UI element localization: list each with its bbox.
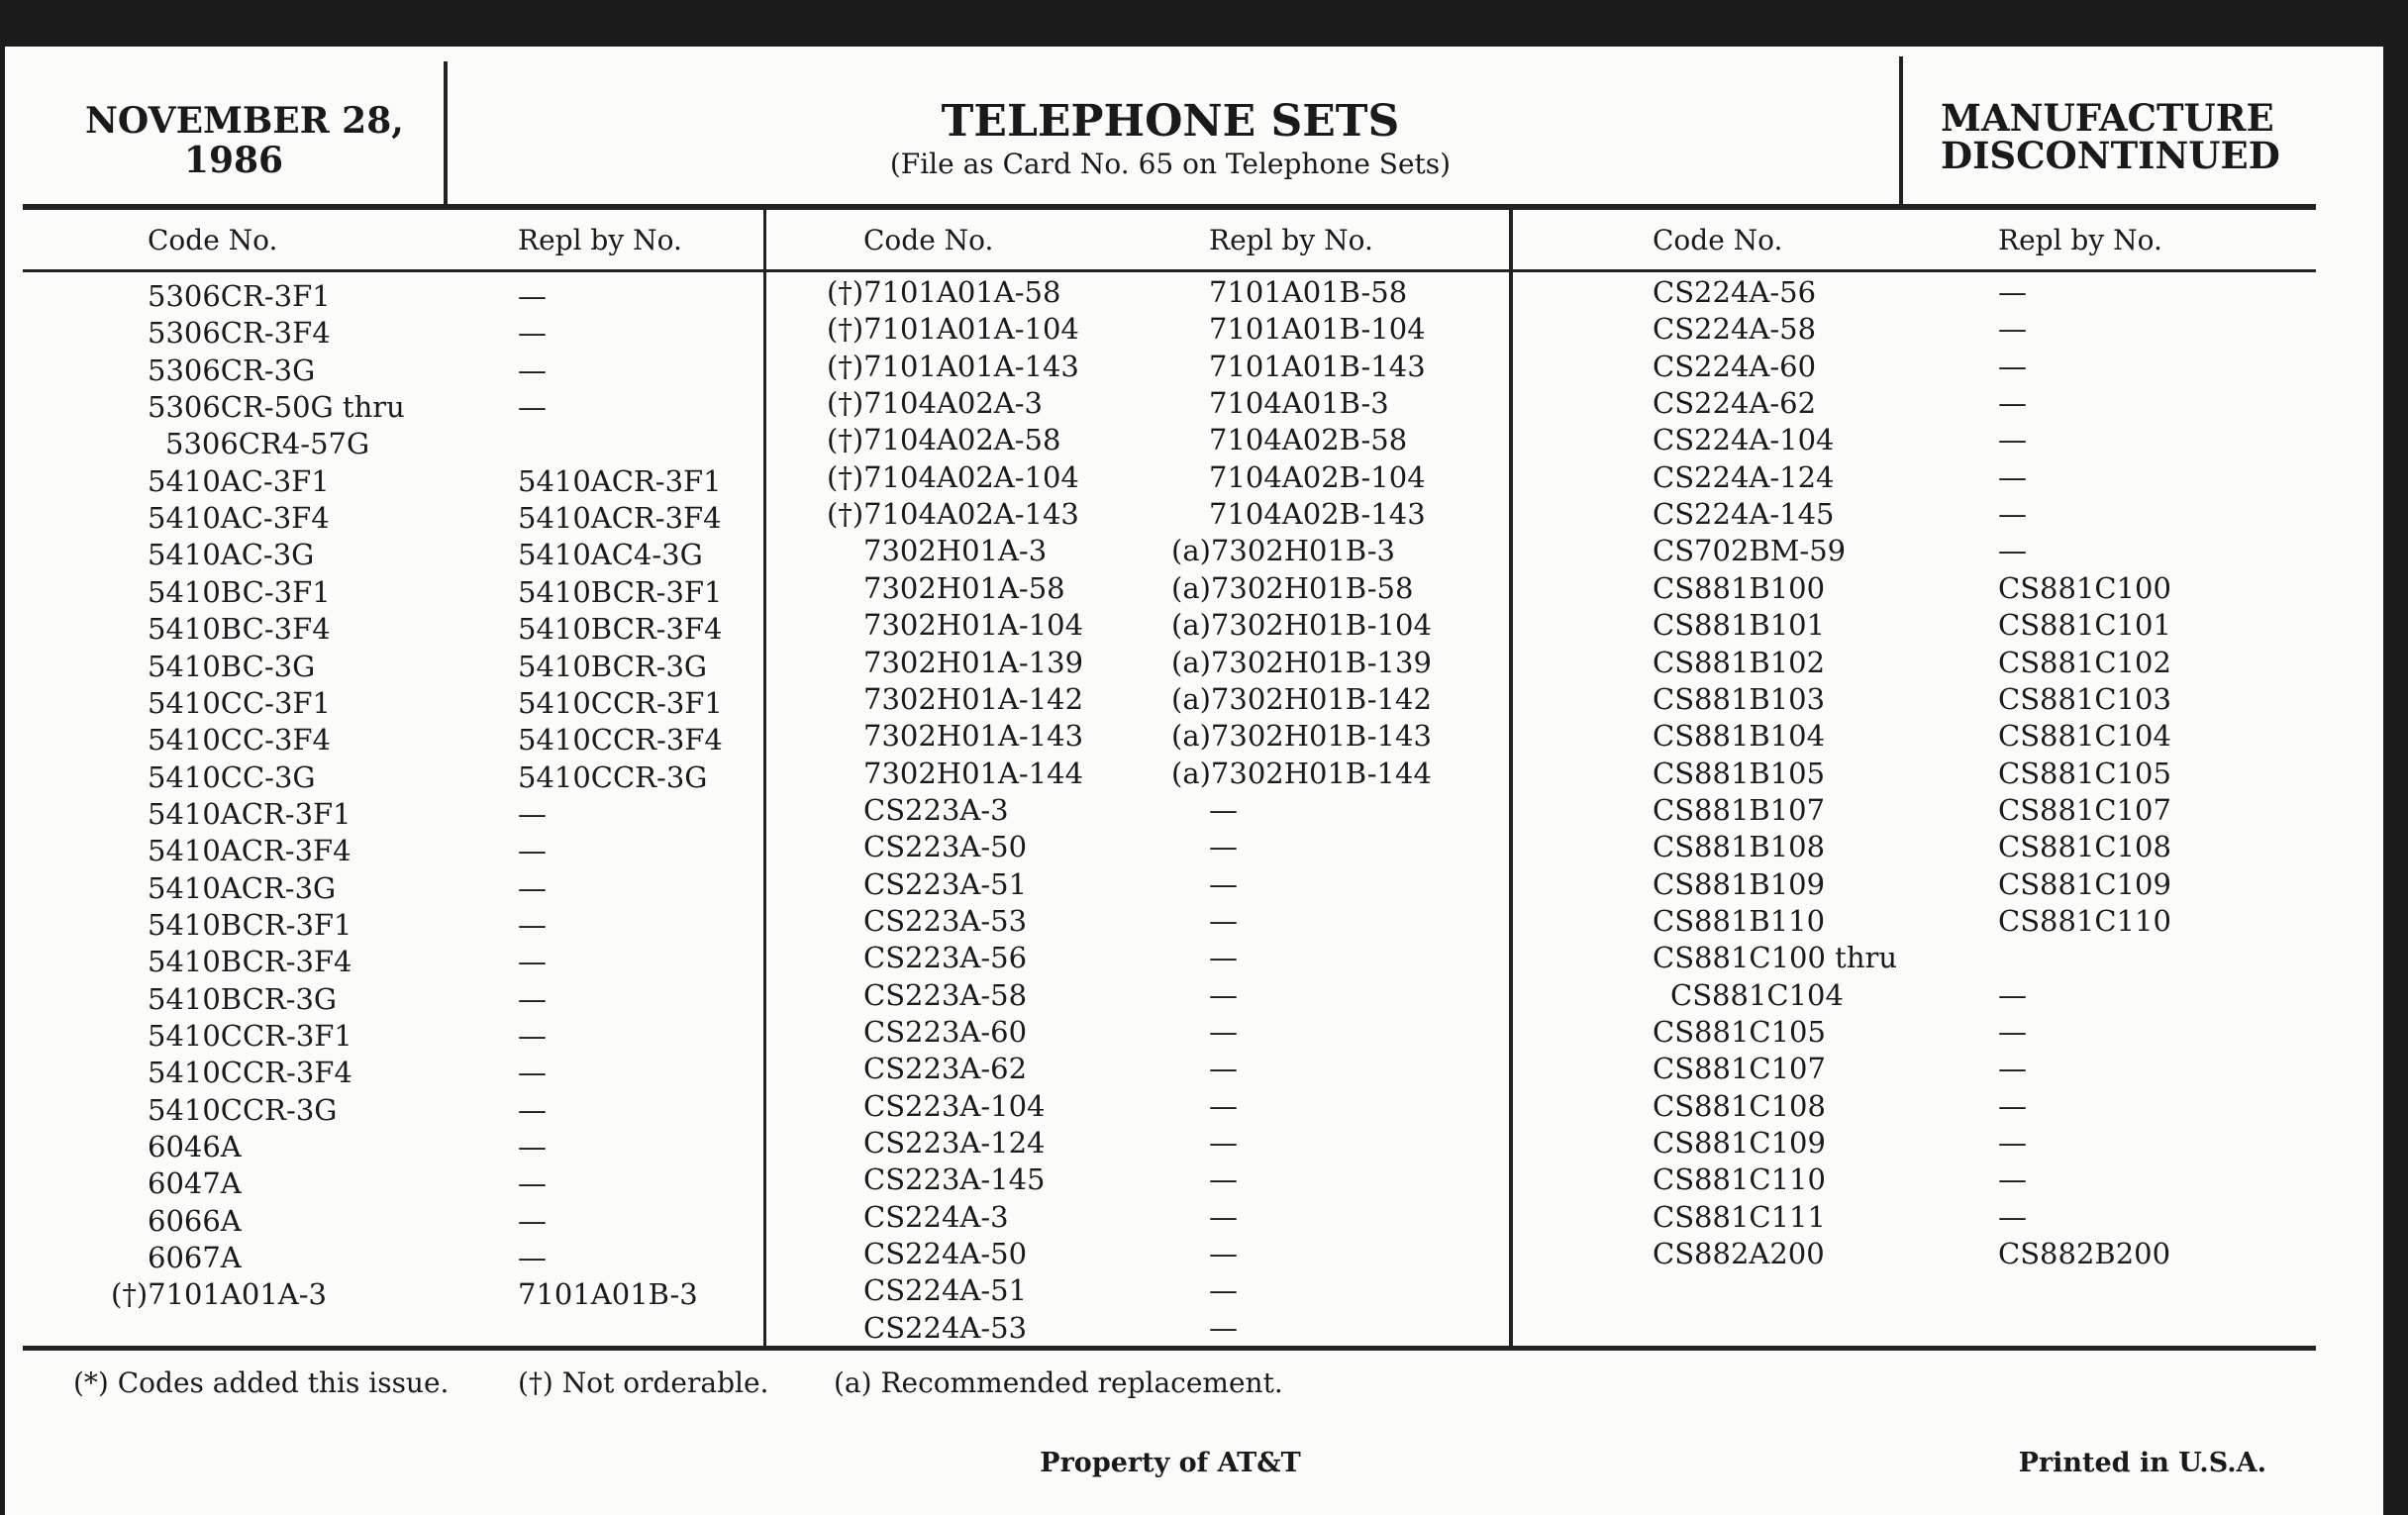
code-number: 7302H01A-58 bbox=[863, 570, 1065, 605]
code-number: (†)7101A01A-58 bbox=[827, 275, 1061, 309]
code-number: 6047A bbox=[148, 1166, 242, 1201]
code-number: CS223A-104 bbox=[863, 1088, 1046, 1123]
code-number: 7302H01A-142 bbox=[863, 681, 1084, 716]
replacement-number: 7104A02B-58 bbox=[1209, 423, 1408, 457]
code-number: CS223A-3 bbox=[863, 792, 1009, 827]
replacement-number: (a)7302H01B-143 bbox=[1171, 719, 1432, 754]
code-number: 7302H01A-143 bbox=[863, 719, 1084, 754]
replacement-number: — bbox=[1998, 1088, 2027, 1123]
column-header-rule bbox=[23, 269, 2316, 272]
code-number: CS223A-124 bbox=[863, 1126, 1046, 1161]
replacement-number: — bbox=[518, 316, 547, 351]
replacement-number: — bbox=[1209, 1015, 1238, 1049]
replacement-number: CS881C101 bbox=[1998, 608, 2171, 643]
code-number: CS224A-50 bbox=[863, 1237, 1028, 1271]
code-number: CS224A-104 bbox=[1653, 423, 1835, 457]
replacement-number: — bbox=[1209, 830, 1238, 864]
replacement-number: — bbox=[1209, 903, 1238, 938]
replacement-number: CS881C102 bbox=[1998, 645, 2171, 679]
col2-code-header: Code No. bbox=[863, 224, 994, 256]
replacement-number: — bbox=[1209, 866, 1238, 901]
replacement-number: — bbox=[1998, 534, 2027, 568]
code-number: 5306CR-3F1 bbox=[148, 279, 331, 313]
status-line1: MANUFACTURE bbox=[1941, 96, 2274, 140]
replacement-number: 5410AC4-3G bbox=[518, 538, 703, 572]
replacement-number: — bbox=[1209, 941, 1238, 975]
issue-date-line2: 1986 bbox=[183, 140, 284, 181]
replacement-number: 5410CCR-3G bbox=[518, 759, 708, 794]
code-number: CS881C109 bbox=[1653, 1126, 1826, 1161]
replacement-number: — bbox=[1998, 1199, 2027, 1234]
replacement-number: — bbox=[1998, 497, 2027, 532]
code-number: 5306CR-3G bbox=[148, 353, 316, 387]
replacement-number: — bbox=[518, 1166, 547, 1201]
code-number: (†)7104A02A-104 bbox=[827, 459, 1079, 494]
code-number: CS224A-60 bbox=[1653, 349, 1817, 383]
code-number: CS224A-53 bbox=[863, 1310, 1028, 1345]
replacement-number: 7101A01B-3 bbox=[518, 1277, 698, 1312]
replacement-number: — bbox=[1209, 1310, 1238, 1345]
col1-repl-header: Repl by No. bbox=[518, 224, 682, 256]
code-number: CS881C108 bbox=[1653, 1088, 1826, 1123]
status-label bbox=[1941, 96, 2280, 177]
code-number: CS224A-62 bbox=[1653, 386, 1817, 421]
table-divider-2 bbox=[1509, 210, 1513, 1349]
code-number: (†)7101A01A-143 bbox=[827, 349, 1079, 383]
header-rule bbox=[23, 204, 2316, 210]
code-number: (†)7104A02A-3 bbox=[827, 386, 1043, 421]
issue-date-line1: NOVEMBER 28, bbox=[85, 100, 404, 142]
replacement-number: 5410ACR-3F4 bbox=[518, 501, 722, 536]
code-number: CS223A-58 bbox=[863, 977, 1028, 1012]
replacement-number: — bbox=[1209, 1052, 1238, 1086]
replacement-number: 7101A01B-58 bbox=[1209, 275, 1408, 309]
replacement-number: — bbox=[1209, 1162, 1238, 1197]
code-number: 5410AC-3G bbox=[148, 538, 315, 572]
replacement-number: — bbox=[1998, 423, 2027, 457]
code-number: CS881B102 bbox=[1653, 645, 1826, 679]
replacement-number: 7104A01B-3 bbox=[1209, 386, 1389, 421]
replacement-number: — bbox=[518, 1056, 547, 1090]
replacement-number: — bbox=[518, 1241, 547, 1275]
replacement-number: — bbox=[1209, 1199, 1238, 1234]
code-number: CS881B109 bbox=[1653, 866, 1826, 901]
code-number: 5410CC-3G bbox=[148, 759, 316, 794]
code-number: 5410CC-3F1 bbox=[148, 685, 332, 720]
code-number: CS223A-53 bbox=[863, 903, 1028, 938]
code-number: 5410CCR-3F1 bbox=[148, 1019, 352, 1053]
replacement-number: — bbox=[518, 1130, 547, 1164]
code-number: 5410BC-3G bbox=[148, 649, 316, 683]
table-divider-1 bbox=[763, 210, 766, 1349]
replacement-number: 5410CCR-3F1 bbox=[518, 685, 723, 720]
code-number: 6067A bbox=[148, 1241, 242, 1275]
code-number: CS881C107 bbox=[1653, 1052, 1826, 1086]
replacement-number: (a)7302H01B-104 bbox=[1171, 608, 1432, 643]
code-number: 5410BC-3F1 bbox=[148, 574, 331, 609]
col2-repl-header: Repl by No. bbox=[1209, 224, 1373, 256]
replacement-number: — bbox=[518, 870, 547, 905]
col1-code-header: Code No. bbox=[148, 224, 278, 256]
replacement-number: CS881C107 bbox=[1998, 792, 2171, 827]
replacement-number: (a)7302H01B-139 bbox=[1171, 645, 1432, 679]
replacement-number: — bbox=[1998, 977, 2027, 1012]
replacement-number: CS881C104 bbox=[1998, 719, 2171, 754]
code-number: 7302H01A-139 bbox=[863, 645, 1084, 679]
code-number: CS881C111 bbox=[1653, 1199, 1826, 1234]
replacement-number: — bbox=[1209, 1126, 1238, 1161]
code-number: 5410AC-3F4 bbox=[148, 501, 330, 536]
code-number: CS881B100 bbox=[1653, 570, 1826, 605]
code-number: 5410CC-3F4 bbox=[148, 723, 332, 758]
col3-repl-header: Repl by No. bbox=[1998, 224, 2162, 256]
replacement-number: CS881C110 bbox=[1998, 903, 2171, 938]
code-number: CS881B105 bbox=[1653, 756, 1826, 790]
replacement-number: (a)7302H01B-58 bbox=[1171, 570, 1414, 605]
code-number: CS702BM-59 bbox=[1653, 534, 1847, 568]
replacement-number: CS882B200 bbox=[1998, 1237, 2171, 1271]
code-number: CS881C100 thru bbox=[1653, 941, 1898, 975]
property-notice: Property of AT&T bbox=[1040, 1448, 1301, 1478]
replacement-number: (a)7302H01B-142 bbox=[1171, 681, 1432, 716]
replacement-number: — bbox=[1998, 1126, 2027, 1161]
replacement-number: CS881C109 bbox=[1998, 866, 2171, 901]
replacement-number: — bbox=[1998, 386, 2027, 421]
code-number: CS882A200 bbox=[1653, 1237, 1825, 1271]
code-number: CS224A-145 bbox=[1653, 497, 1835, 532]
replacement-number: — bbox=[1209, 792, 1238, 827]
code-number: CS881B103 bbox=[1653, 681, 1826, 716]
footnote-recommended: (a) Recommended replacement. bbox=[834, 1366, 1283, 1399]
code-number: 5306CR4-57G bbox=[165, 427, 370, 461]
replacement-number: — bbox=[518, 834, 547, 868]
replacement-number: 7101A01B-104 bbox=[1209, 312, 1426, 347]
col3-code-header: Code No. bbox=[1653, 224, 1783, 256]
code-number: CS223A-145 bbox=[863, 1162, 1046, 1197]
code-number: CS881C110 bbox=[1653, 1162, 1826, 1197]
code-number: 5306CR-50G thru bbox=[148, 390, 405, 425]
replacement-number: — bbox=[518, 1203, 547, 1238]
replacement-number: 7104A02B-143 bbox=[1209, 497, 1426, 532]
replacement-number: — bbox=[1998, 312, 2027, 347]
code-number: 5410ACR-3G bbox=[148, 870, 337, 905]
replacement-number: — bbox=[518, 945, 547, 979]
replacement-number: — bbox=[518, 1092, 547, 1127]
code-number: 5306CR-3F4 bbox=[148, 316, 331, 351]
code-number: 7302H01A-104 bbox=[863, 608, 1084, 643]
replacement-number: 5410CCR-3F4 bbox=[518, 723, 723, 758]
code-number: CS881B104 bbox=[1653, 719, 1826, 754]
code-number: 5410BCR-3F1 bbox=[148, 907, 352, 942]
code-number: 5410CCR-3F4 bbox=[148, 1056, 352, 1090]
code-number: 5410BC-3F4 bbox=[148, 612, 331, 647]
replacement-number: — bbox=[1998, 459, 2027, 494]
replacement-number: — bbox=[1998, 1162, 2027, 1197]
code-number: CS223A-56 bbox=[863, 941, 1028, 975]
code-number: 5410BCR-3F4 bbox=[148, 945, 352, 979]
code-number: CS881C104 bbox=[1670, 977, 1844, 1012]
code-number: CS224A-56 bbox=[1653, 275, 1817, 309]
code-number: 5410AC-3F1 bbox=[148, 463, 330, 498]
code-number: CS881B101 bbox=[1653, 608, 1826, 643]
replacement-number: — bbox=[1998, 275, 2027, 309]
replacement-number: — bbox=[1209, 1273, 1238, 1308]
replacement-number: CS881C108 bbox=[1998, 830, 2171, 864]
code-number: CS881B107 bbox=[1653, 792, 1826, 827]
code-number: 6066A bbox=[148, 1203, 242, 1238]
code-number: (†)7101A01A-3 bbox=[111, 1277, 327, 1312]
header-divider-left bbox=[444, 61, 448, 210]
footnote-added: (*) Codes added this issue. bbox=[73, 1366, 450, 1399]
header-divider-right bbox=[1899, 56, 1903, 207]
code-number: (†)7101A01A-104 bbox=[827, 312, 1079, 347]
replacement-number: 5410ACR-3F1 bbox=[518, 463, 722, 498]
replacement-number: 7104A02B-104 bbox=[1209, 459, 1426, 494]
replacement-number: 5410BCR-3F4 bbox=[518, 612, 723, 647]
replacement-number: — bbox=[1998, 1015, 2027, 1049]
replacement-number: — bbox=[518, 279, 547, 313]
replacement-number: — bbox=[518, 981, 547, 1016]
replacement-number: 7101A01B-143 bbox=[1209, 349, 1426, 383]
code-number: CS223A-51 bbox=[863, 866, 1028, 901]
replacement-number: — bbox=[1209, 977, 1238, 1012]
replacement-number: — bbox=[1209, 1237, 1238, 1271]
replacement-number: — bbox=[518, 390, 547, 425]
code-number: (†)7104A02A-58 bbox=[827, 423, 1061, 457]
replacement-number: — bbox=[518, 1019, 547, 1053]
replacement-number: 5410BCR-3G bbox=[518, 649, 708, 683]
code-number: CS881B110 bbox=[1653, 903, 1826, 938]
code-number: 5410ACR-3F4 bbox=[148, 834, 351, 868]
code-number: 5410ACR-3F1 bbox=[148, 796, 351, 831]
replacement-number: — bbox=[1209, 1088, 1238, 1123]
code-number: 7302H01A-3 bbox=[863, 534, 1048, 568]
replacement-number: — bbox=[518, 907, 547, 942]
code-number: CS224A-124 bbox=[1653, 459, 1835, 494]
code-number: CS881B108 bbox=[1653, 830, 1826, 864]
printed-notice: Printed in U.S.A. bbox=[2018, 1448, 2266, 1478]
code-number: 5410BCR-3G bbox=[148, 981, 338, 1016]
replacement-number: — bbox=[518, 353, 547, 387]
replacement-number: — bbox=[1998, 1052, 2027, 1086]
code-number: CS223A-62 bbox=[863, 1052, 1028, 1086]
code-number: CS881C105 bbox=[1653, 1015, 1826, 1049]
status-line2: DISCONTINUED bbox=[1941, 134, 2280, 177]
code-number: (†)7104A02A-143 bbox=[827, 497, 1079, 532]
code-number: CS223A-50 bbox=[863, 830, 1028, 864]
replacement-number: — bbox=[518, 796, 547, 831]
footnote-not-orderable: (†) Not orderable. bbox=[518, 1366, 769, 1399]
code-number: CS224A-3 bbox=[863, 1199, 1009, 1234]
page-title-block bbox=[693, 97, 1648, 182]
replacement-number: CS881C100 bbox=[1998, 570, 2171, 605]
replacement-number: CS881C103 bbox=[1998, 681, 2171, 716]
code-number: CS224A-51 bbox=[863, 1273, 1028, 1308]
replacement-number: — bbox=[1998, 349, 2027, 383]
issue-date bbox=[85, 100, 404, 181]
bottom-rule bbox=[23, 1346, 2316, 1351]
page-title: TELEPHONE SETS bbox=[941, 96, 1400, 147]
code-number: 6046A bbox=[148, 1130, 242, 1164]
code-number: 7302H01A-144 bbox=[863, 756, 1084, 790]
page-subtitle: (File as Card No. 65 on Telephone Sets) bbox=[889, 148, 1452, 180]
code-number: 5410CCR-3G bbox=[148, 1092, 338, 1127]
replacement-number: 5410BCR-3F1 bbox=[518, 574, 723, 609]
code-number: CS224A-58 bbox=[1653, 312, 1817, 347]
replacement-number: (a)7302H01B-3 bbox=[1171, 534, 1396, 568]
replacement-number: CS881C105 bbox=[1998, 756, 2171, 790]
code-number: CS223A-60 bbox=[863, 1015, 1028, 1049]
replacement-number: (a)7302H01B-144 bbox=[1171, 756, 1432, 790]
